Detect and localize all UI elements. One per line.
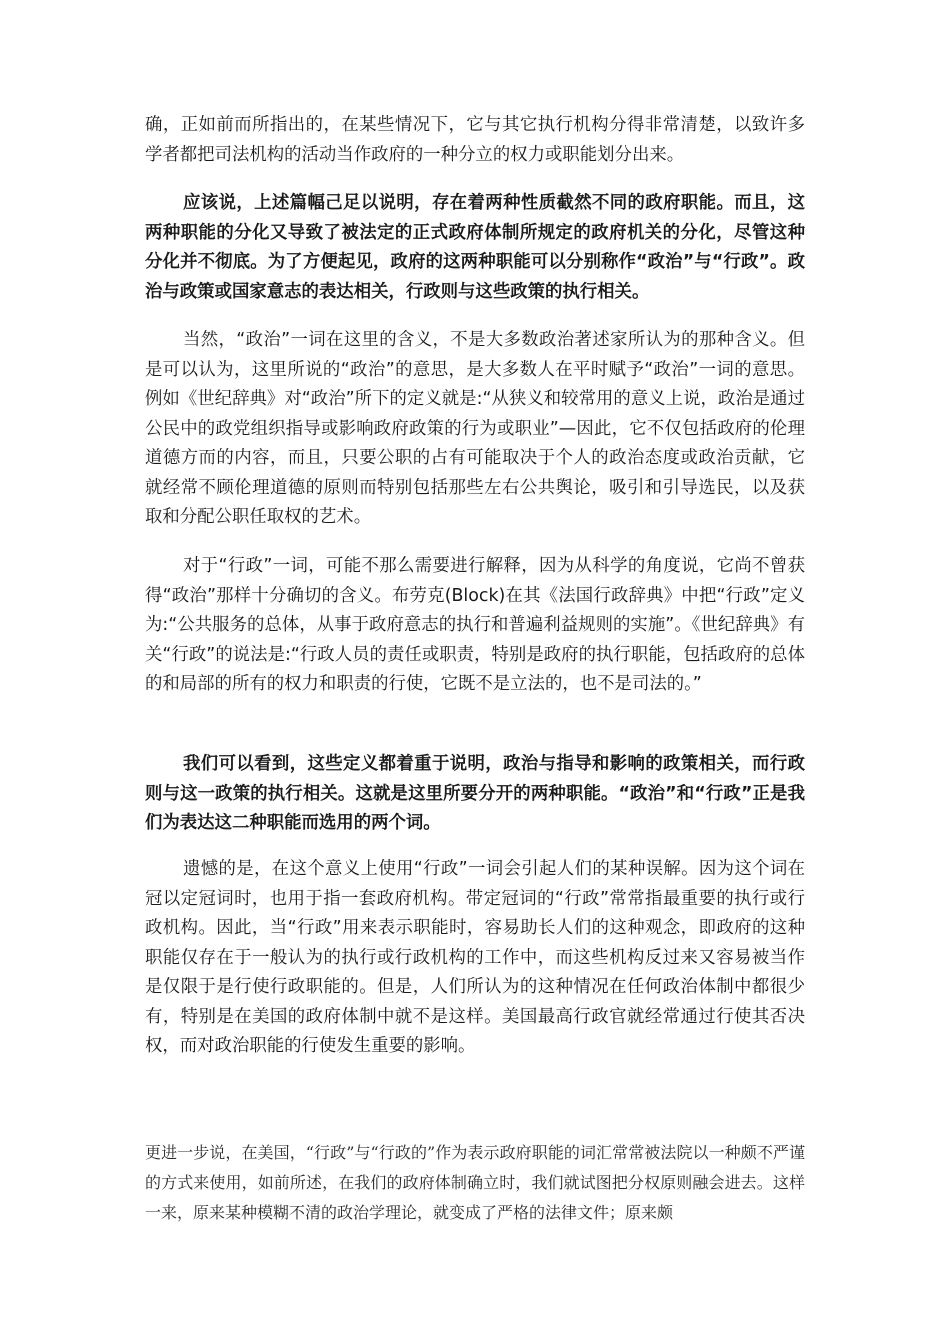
paragraph-administration-definition: 对于“行政”一词，可能不那么需要进行解释，因为从科学的角度说，它尚不曾获得“政治”那样十分确切的含义。布劳克(Block)在其《法国行政辞典》中把“行政”定义为:“公共服务的总体，从事于政府意志的执行和普遍利益规则的实施”。《世纪辞典》有关“行政”的说法是:“行政人员的责任或职责，特别是政府的执行职能，包括政府的总体的和局部的所有的权力和职责的行使，它既不是立法的，也不是司法的。” — [145, 556, 805, 694]
paragraph-footer-serif: 更进一步说，在美国，“行政”与“行政的”作为表示政府职能的词汇常常被法院以一种颇不严谨的方式来使用，如前所述，在我们的政府体制确立时，我们就试图把分权原则融会进去。这样一来，原来某种模糊不清的政治学理论，就变成了严格的法律文件；原来颇 — [145, 1143, 805, 1222]
paragraph-bold-conclusion: 我们可以看到，这些定义都着重于说明，政治与指导和影响的政策相关，而行政则与这一政策的执行相关。这就是这里所要分开的两种职能。“政治”和“行政”正是我们为表达这二种职能而选用的两个词。 — [145, 754, 805, 833]
paragraph-continuation: 确，正如前而所指出的，在某些情况下，它与其它执行机构分得非常清楚，以致许多学者都把司法机构的活动当作政府的一种分立的权力或职能划分出来。 — [145, 115, 805, 165]
paragraph-politics-definition: 当然，“政治”一词在这里的含义，不是大多数政治著述家所认为的那种含义。但是可以认为，这里所说的“政治”的意思，是大多数人在平时赋予“政治”一词的意思。例如《世纪辞典》对“政治”所下的定义就是:“从狭义和较常用的意义上说，政治是通过公民中的政党组织指导或影响政府政策的行为或职业”—因此，它不仅包括政府的伦理道德方而的内容，而且，只要公职的占有可能取决于个人的政治态度或政治贡献，它就经常不顾伦理道德的原则而特别包括那些左右公共舆论，吸引和引导选民，以及获取和分配公职任取权的艺术。 — [145, 330, 805, 527]
paragraph-bold-summary: 应该说，上述篇幅己足以说明，存在着两种性质截然不同的政府职能。而且，这两种职能的分化又导致了被法定的正式政府体制所规定的政府机关的分化，尽管这种分化并不彻底。为了方便起见，政府的这两种职能可以分别称作“政治”与“行政”。政治与政策或国家意志的表达相关，行政则与这些政策的执行相关。 — [145, 193, 805, 302]
paragraph-misunderstanding: 遗憾的是，在这个意义上使用“行政”一词会引起人们的某种误解。因为这个词在冠以定冠词时，也用于指一套政府机构。带定冠词的“行政”常常指最重要的执行或行政机构。因此，当“行政”用来表示职能时，容易助长人们的这种观念，即政府的这种职能仅存在于一般认为的执行或行政机构的工作中，而这些机构反过来又容易被当作是仅限于是行使行政职能的。但是，人们所认为的这种情况在任何政治体制中都很少有，特别是在美国的政府体制中就不是这样。美国最高行政官就经常通过行使其否决权，而对政治职能的行使发生重要的影响。 — [145, 859, 805, 1056]
